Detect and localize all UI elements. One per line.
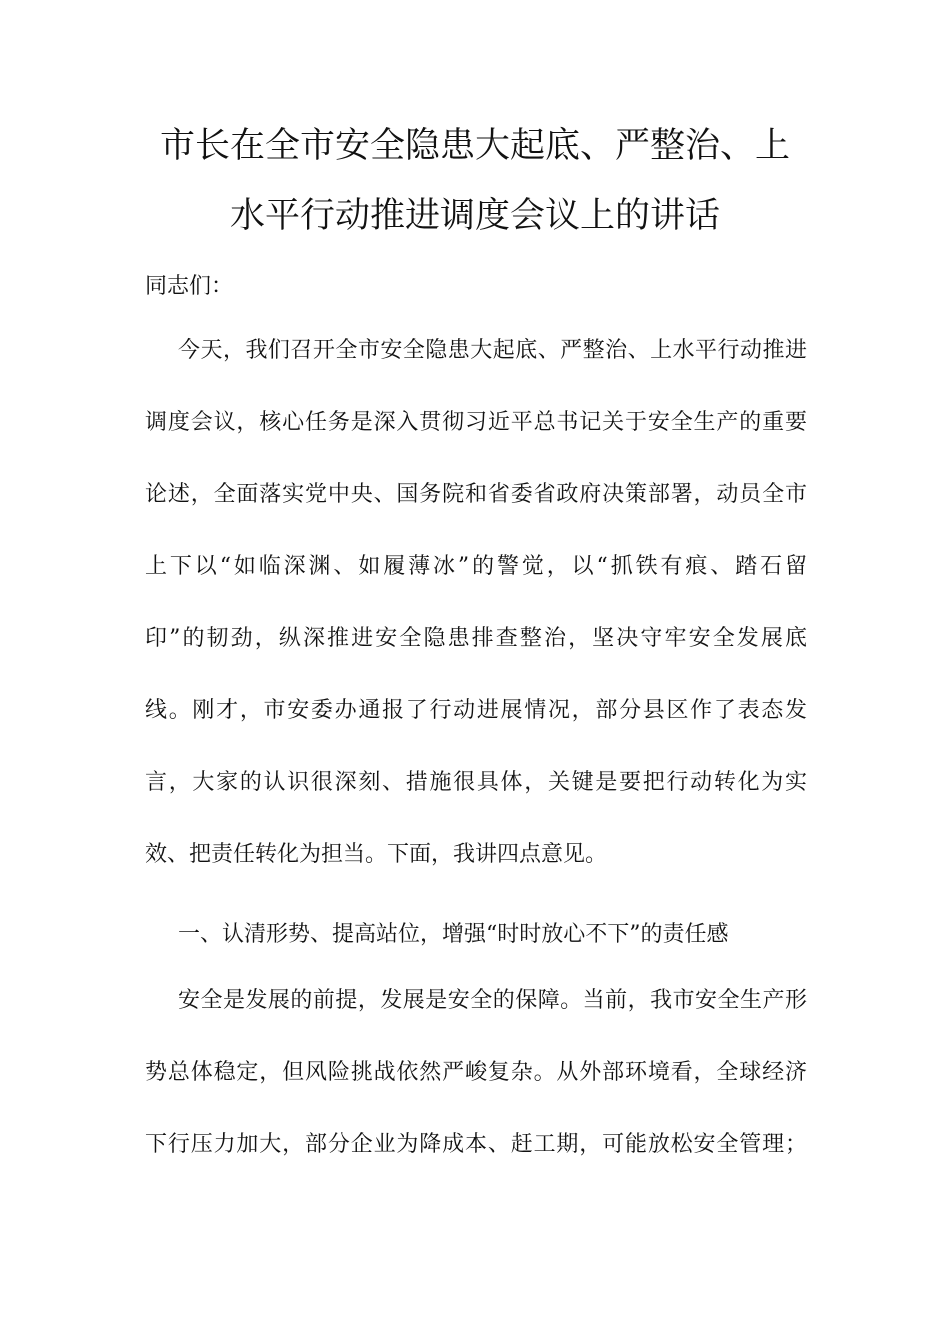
paragraph-line: 上下以“如临深渊、如履薄冰”的警觉，以“抓铁有痕、踏石留: [145, 554, 807, 579]
paragraph-line: 势总体稳定，但风险挑战依然严峻复杂。从外部环境看，全球经济: [145, 1060, 807, 1085]
paragraph-line: 线。刚才，市安委办通报了行动进展情况，部分县区作了表态发: [145, 698, 807, 723]
paragraph-line: 安全是发展的前提，发展是安全的保障。当前，我市安全生产形: [178, 988, 807, 1013]
document-title-line-1: 市长在全市安全隐患大起底、严整治、上: [159, 126, 790, 166]
paragraph-line: 言，大家的认识很深刻、措施很具体，关键是要把行动转化为实: [145, 770, 807, 795]
paragraph-line: 下行压力加大，部分企业为降成本、赶工期，可能放松安全管理；: [145, 1132, 807, 1157]
salutation: 同志们：: [145, 274, 234, 299]
paragraph-line: 论述，全面落实党中央、国务院和省委省政府决策部署，动员全市: [145, 482, 807, 507]
document-title-line-2: 水平行动推进调度会议上的讲话: [229, 196, 720, 236]
section-heading: 一、认清形势、提高站位，增强“时时放心不下”的责任感: [178, 922, 729, 947]
paragraph-line: 印”的韧劲，纵深推进安全隐患排查整治，坚决守牢安全发展底: [145, 626, 807, 651]
paragraph-line: 调度会议，核心任务是深入贯彻习近平总书记关于安全生产的重要: [145, 410, 807, 435]
paragraph-line: 效、把责任转化为担当。下面，我讲四点意见。: [145, 842, 608, 867]
paragraph-line: 今天，我们召开全市安全隐患大起底、严整治、上水平行动推进: [178, 338, 807, 363]
